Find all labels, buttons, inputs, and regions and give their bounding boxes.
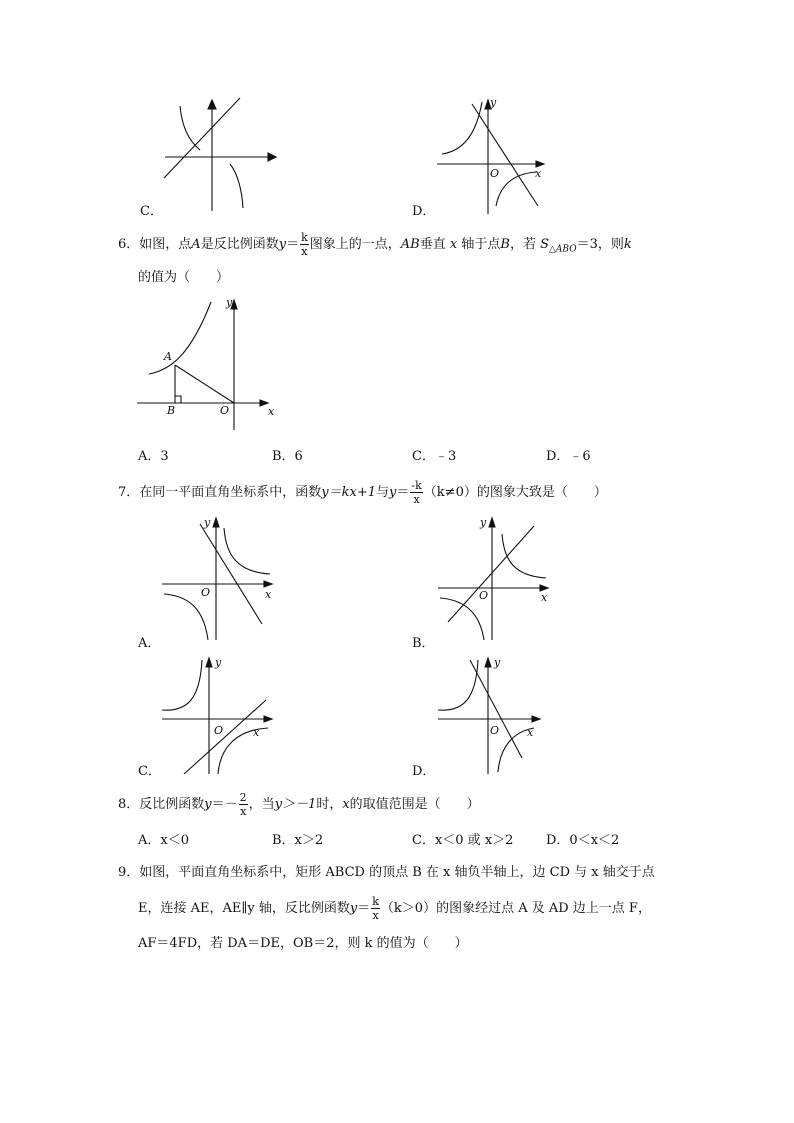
q8-option-b[interactable]: B．x＞2 (272, 833, 324, 848)
x-label: x (541, 591, 548, 604)
q5-option-c[interactable]: C． (140, 204, 163, 219)
hyperbola-upper-left (162, 660, 202, 710)
y-label: y (494, 656, 501, 669)
q6-option-a[interactable]: A．3 (138, 449, 169, 464)
y-label: y (215, 656, 222, 669)
q6-option-b[interactable]: B．6 (272, 449, 303, 464)
x-label: x (535, 167, 542, 180)
hyperbola (149, 302, 211, 374)
q9-fraction: $\frac{k}{x}$ (372, 895, 379, 922)
right-angle-mark (175, 396, 181, 403)
x-axis-arrow (532, 716, 540, 722)
q8-stem: 8．反比例函数y＝－ $\frac{2}{x}$ ，当y＞－1时，x的取值范围是（ ） (118, 791, 480, 818)
hyperbola-upper-right (224, 528, 270, 574)
x-label: x (265, 588, 272, 601)
line-graph (470, 660, 522, 758)
q7-option-d[interactable]: D． (412, 764, 436, 779)
q6-stem-line2: 的值为（ ） (138, 270, 230, 285)
q6-fraction: $\frac{k}{x}$ (301, 231, 308, 258)
origin-label: O (490, 724, 500, 737)
line-graph (164, 98, 240, 178)
hyperbola-lower-right (496, 172, 536, 206)
q6-option-c[interactable]: C．﹣3 (412, 449, 457, 464)
point-b-label: B (167, 404, 176, 417)
q8-option-a[interactable]: A．x＜0 (138, 833, 189, 848)
q8-fraction: $\frac{2}{x}$ (239, 791, 247, 818)
origin-label: O (490, 167, 500, 180)
q6-option-d[interactable]: D．﹣6 (546, 449, 591, 464)
q7-number: 7． (118, 485, 140, 500)
q9-stem-line2: E，连接 AE，AE∥y 轴，反比例函数y＝ $\frac{k}{x}$ （k＞0）的图象经过点 A 及 AD 边上一点 F， (138, 895, 651, 922)
x-label: x (527, 726, 534, 739)
x-label: x (268, 405, 275, 418)
q5-figure-d (432, 96, 557, 216)
q8-option-d[interactable]: D．0＜x＜2 (546, 833, 620, 848)
q5-option-d[interactable]: D． (412, 204, 436, 219)
line-graph (472, 104, 538, 206)
point-a-label: A (164, 350, 172, 363)
y-axis-arrow (485, 658, 491, 667)
y-axis-arrow (206, 658, 212, 667)
q8-number: 8． (118, 797, 140, 812)
hyperbola-lower-left (440, 598, 484, 640)
segment-ao (175, 365, 234, 403)
hyperbola-upper-right (502, 534, 546, 578)
x-label: x (253, 726, 260, 739)
q9-stem-line1: 9．如图，平面直角坐标系中，矩形 ABCD 的顶点 B 在 x 轴负半轴上，边 CD 与 x 轴交于点 (118, 865, 655, 880)
origin-label: O (214, 724, 224, 737)
q7-stem: 7．在同一平面直角坐标系中，函数y＝kx+1与y＝ $\frac{-k}{x}$ （k≠0）的图象大致是（ ） (118, 479, 607, 506)
q6-figure (135, 296, 280, 434)
y-label: y (226, 296, 233, 309)
q6-stem-line1: 6．如图，点A是反比例函数y＝ $\frac{k}{x}$ 图象上的一点，AB垂直 x 轴于点B，若 $S_{\triangle ABO}=3$，则k (118, 231, 632, 258)
y-label: y (490, 96, 497, 109)
q7-figure-d (434, 654, 559, 779)
y-axis-arrow (213, 518, 219, 527)
q6-number: 6． (118, 237, 140, 252)
origin-label: O (220, 404, 230, 417)
y-axis-arrow (489, 518, 495, 527)
hyperbola-upper-left (438, 660, 478, 710)
x-axis-arrow (264, 581, 272, 587)
hyperbola-lower-right (230, 164, 243, 208)
q7-option-a[interactable]: A． (138, 636, 161, 651)
y-label: y (480, 516, 487, 529)
y-axis-arrow (208, 100, 216, 109)
q5-figure-c (160, 96, 285, 216)
line-graph (448, 526, 534, 622)
q7-option-b[interactable]: B． (412, 636, 435, 651)
q7-fraction: $\frac{-k}{x}$ (411, 479, 422, 506)
x-axis-arrow (268, 153, 276, 161)
q7-figure-c (158, 654, 283, 779)
hyperbola-lower-left (164, 594, 208, 640)
hyperbola-lower-right (218, 728, 268, 774)
q9-stem-line3: AF＝4FD，若 DA＝DE，OB＝2，则 k 的值为（ ） (138, 936, 468, 951)
q8-option-c[interactable]: C．x＜0 或 x＞2 (412, 833, 514, 848)
origin-label: O (201, 586, 211, 599)
line-graph (200, 524, 262, 624)
x-axis-arrow (260, 400, 268, 406)
x-axis-arrow (264, 716, 272, 722)
q7-figure-b (434, 514, 559, 644)
origin-label: O (479, 589, 489, 602)
q7-figure-a (158, 514, 283, 644)
q7-option-c[interactable]: C． (138, 764, 161, 779)
y-label: y (204, 516, 211, 529)
q9-number: 9． (118, 865, 140, 880)
